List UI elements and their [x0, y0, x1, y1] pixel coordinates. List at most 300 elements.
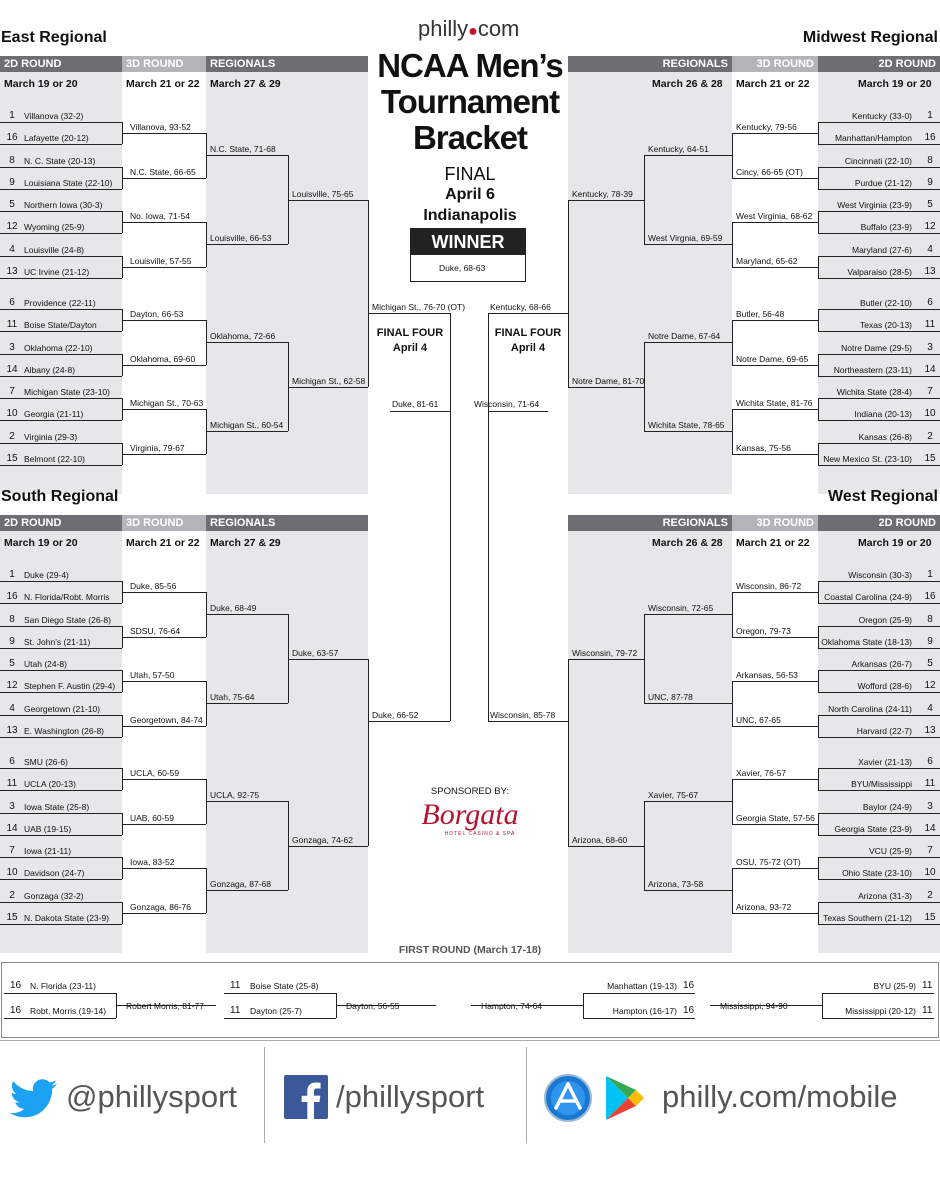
team-seed: 5	[9, 199, 15, 210]
team-name: Oklahoma State (18-13)	[821, 636, 912, 647]
round2-result: Oklahoma, 69-60	[130, 353, 196, 364]
team-line	[818, 715, 940, 716]
sponsor-tagline: HOTEL CASINO & SPA	[444, 831, 516, 837]
bracket-line	[644, 614, 645, 703]
round3-result: West Virgnia, 69-59	[648, 233, 723, 244]
round2-result: Oregon, 79-73	[736, 625, 791, 636]
title-line-1: NCAA Men’s	[377, 47, 563, 84]
round2-result: Kansas, 75-56	[736, 442, 791, 453]
round2-result: Xavier, 76-57	[736, 768, 787, 778]
team-seed: 3	[9, 800, 15, 812]
team-name: Gonzaga (32-2)	[24, 890, 84, 901]
first-round-title: FIRST ROUND (March 17-18)	[398, 944, 542, 956]
regional-final-line	[568, 659, 644, 660]
fr-seed: 16	[10, 1005, 22, 1016]
round3-result: Michigan St., 60-54	[210, 420, 284, 431]
footer-divider	[526, 1047, 527, 1143]
fr-seed: 11	[922, 1005, 933, 1016]
regionals-line	[206, 614, 288, 615]
round2-result: UAB, 60-59	[130, 812, 174, 823]
team-name: N. C. State (20-13)	[24, 155, 96, 166]
team-line	[0, 879, 122, 880]
round3-result: Wichita State, 78-65	[648, 420, 725, 431]
team-name: Xavier (21-13)	[858, 757, 912, 767]
team-name: UC Irvine (21-12)	[24, 266, 90, 277]
final-label: FINAL	[444, 164, 496, 184]
team-seed: 16	[924, 132, 936, 143]
round2-result: Maryland, 65-62	[736, 255, 798, 266]
regional-final-line	[288, 659, 368, 660]
round3-line	[732, 726, 818, 727]
round3-line	[122, 409, 206, 410]
team-line	[0, 278, 122, 279]
team-seed: 1	[9, 569, 15, 580]
team-seed: 7	[927, 386, 933, 397]
date-round3: March 21 or 22	[736, 78, 810, 90]
footer-divider	[264, 1047, 265, 1143]
team-seed: 3	[927, 341, 933, 353]
header-regionals: REGIONALS	[568, 515, 732, 531]
regional-final-line	[288, 387, 368, 388]
team-seed: 4	[9, 243, 15, 255]
round3-line	[732, 637, 818, 638]
team-name: Oregon (25-9)	[858, 614, 912, 625]
team-name: Notre Dame (29-5)	[841, 342, 912, 353]
team-line	[0, 581, 122, 582]
team-line	[0, 398, 122, 399]
team-name: Purdue (21-12)	[854, 177, 912, 188]
regionals-line	[206, 244, 288, 245]
team-name: Wisconsin (30-3)	[848, 570, 912, 580]
fr-seed: 16	[683, 1005, 695, 1016]
team-name: Michigan State (23-10)	[24, 387, 110, 397]
team-seed: 9	[927, 176, 933, 188]
bracket-line	[644, 342, 645, 431]
final-four-right-label: FINAL FOUR	[494, 327, 562, 339]
team-seed: 13	[6, 724, 18, 736]
team-name: Wichita State (28-4)	[836, 387, 912, 397]
round3-result: Notre Dame, 67-64	[648, 331, 721, 342]
round2-result: Arizona, 93-72	[736, 901, 792, 912]
winner-box	[410, 228, 526, 282]
team-seed: 4	[927, 243, 933, 255]
team-line	[0, 924, 122, 925]
bracket-line	[732, 320, 733, 365]
team-seed: 14	[924, 363, 936, 375]
team-line	[818, 648, 940, 649]
team-line	[0, 670, 122, 671]
round2-result: West Virginia, 68-62	[736, 211, 813, 221]
team-line	[0, 189, 122, 190]
round3-line	[122, 178, 206, 179]
date-round3: March 21 or 22	[736, 537, 810, 549]
team-line	[818, 813, 940, 814]
mobile-url[interactable]: philly.com/mobile	[662, 1079, 898, 1114]
team-name: Wofford (28-6)	[857, 681, 912, 691]
round2-result: Virginia, 79-67	[130, 442, 185, 453]
team-line	[818, 309, 940, 310]
team-seed: 15	[924, 911, 936, 923]
bracket-line	[818, 122, 819, 144]
team-seed: 5	[927, 199, 933, 210]
header-regionals: REGIONALS	[206, 56, 368, 72]
team-seed: 2	[927, 430, 933, 442]
team-seed: 10	[924, 408, 936, 419]
team-name: Georgia (21-11)	[24, 409, 84, 419]
round3-result: Utah, 75-64	[210, 692, 255, 703]
team-line	[0, 692, 122, 693]
team-line	[0, 626, 122, 627]
team-seed: 1	[927, 569, 933, 580]
bracket-line	[732, 868, 733, 913]
date-regionals: March 26 & 28	[652, 78, 723, 90]
round2-result: Kentucky, 79-56	[736, 122, 797, 132]
round2-result: Georgetown, 84-74	[130, 714, 203, 725]
team-seed: 13	[6, 265, 18, 277]
west-champion-line	[488, 721, 568, 722]
team-seed: 13	[924, 724, 936, 736]
team-line	[0, 443, 122, 444]
round3-line	[122, 320, 206, 321]
round3-line	[732, 913, 818, 914]
team-name: Virginia (29-3)	[24, 431, 78, 442]
regionals-line	[644, 431, 732, 432]
team-seed: 11	[6, 319, 18, 330]
fr-team: BYU (25-9)	[873, 981, 916, 991]
team-name: Baylor (24-9)	[862, 801, 912, 812]
team-line	[0, 790, 122, 791]
team-seed: 14	[924, 822, 936, 834]
final-four-left-bracket	[450, 313, 451, 721]
round3-result: UNC, 87-78	[648, 692, 693, 703]
twitter-handle[interactable]: @phillysport	[66, 1079, 238, 1114]
regionals-line	[644, 801, 732, 802]
round3-line	[122, 267, 206, 268]
team-seed: 8	[9, 154, 15, 166]
regional-result: Wisconsin, 79-72	[572, 647, 638, 658]
round2-result: Dayton, 66-53	[130, 309, 184, 319]
team-line	[818, 626, 940, 627]
round3-line	[732, 681, 818, 682]
final-four-right-date: April 4	[510, 342, 546, 354]
bracket-line	[818, 309, 819, 331]
fr-result: Dayton, 56-55	[346, 1001, 400, 1011]
team-name: VCU (25-9)	[869, 846, 912, 856]
team-seed: 16	[6, 591, 18, 602]
team-name: N. Dakota State (23-9)	[24, 912, 110, 923]
team-seed: 2	[9, 889, 15, 901]
round3-line	[732, 779, 818, 780]
team-name: Iowa State (25-8)	[24, 801, 90, 812]
regionals-line	[206, 801, 288, 802]
team-seed: 4	[9, 702, 15, 714]
regional-final-line	[288, 200, 368, 201]
team-seed: 9	[927, 635, 933, 647]
bracket-line	[368, 200, 369, 387]
title-line-2: Tournament	[380, 83, 560, 120]
team-seed: 11	[924, 319, 936, 330]
round3-line	[122, 454, 206, 455]
date-round2: March 19 or 20	[858, 537, 932, 549]
team-name: Cincinnati (22-10)	[844, 155, 912, 166]
bracket-line	[818, 813, 819, 835]
round2-result: Cincy, 66-65 (OT)	[736, 166, 803, 177]
team-name: San Diego State (26-8)	[24, 614, 111, 625]
team-seed: 16	[924, 591, 936, 602]
date-round3: March 21 or 22	[126, 537, 200, 549]
team-seed: 9	[9, 176, 15, 188]
round3-result: Gonzaga, 87-68	[210, 879, 271, 890]
team-name: Kentucky (33-0)	[852, 111, 912, 121]
team-seed: 7	[927, 845, 933, 856]
team-name: Stephen F. Austin (29-4)	[24, 681, 116, 691]
round2-result: N.C. State, 66-65	[130, 166, 196, 177]
regionals-line	[206, 890, 288, 891]
team-line	[818, 233, 940, 234]
header-round2: 2D ROUND	[0, 56, 122, 72]
final-four-right-line	[488, 411, 548, 412]
team-name: Davidson (24-7)	[24, 868, 85, 878]
round3-line	[122, 726, 206, 727]
team-line	[818, 256, 940, 257]
fr-seed: 11	[230, 980, 241, 991]
team-line	[0, 144, 122, 145]
bracket-line	[732, 779, 733, 824]
east-champion: Michigan St., 76-70 (OT)	[372, 302, 466, 312]
team-name: Georgetown (21-10)	[24, 703, 101, 714]
round3-line	[122, 592, 206, 593]
regionals-line	[644, 342, 732, 343]
bracket-line	[644, 155, 645, 244]
fr-team: Boise State (25-8)	[250, 981, 319, 991]
regionals-line	[644, 155, 732, 156]
regional-final-line	[568, 387, 644, 388]
team-seed: 8	[927, 154, 933, 166]
team-line	[818, 902, 940, 903]
team-line	[0, 331, 122, 332]
team-line	[0, 167, 122, 168]
date-regionals: March 27 & 29	[210, 78, 281, 90]
team-seed: 10	[6, 867, 18, 878]
round3-result: N.C. State, 71-68	[210, 144, 276, 155]
team-seed: 6	[927, 756, 933, 767]
team-seed: 11	[6, 778, 18, 789]
team-line	[818, 835, 940, 836]
fr-seed: 16	[683, 980, 695, 991]
regionals-line	[644, 703, 732, 704]
team-seed: 1	[927, 110, 933, 121]
team-seed: 5	[9, 658, 15, 669]
bracket-line	[732, 133, 733, 178]
team-line	[0, 715, 122, 716]
team-name: Arizona (31-3)	[858, 890, 912, 901]
regional-final-line	[288, 846, 368, 847]
date-round2: March 19 or 20	[858, 78, 932, 90]
round3-line	[122, 365, 206, 366]
page-title	[370, 48, 570, 156]
regional-result: Michigan St., 62-58	[292, 375, 366, 386]
team-line	[0, 768, 122, 769]
team-line	[818, 924, 940, 925]
team-line	[818, 581, 940, 582]
round3-line	[732, 868, 818, 869]
team-name: Maryland (27-6)	[852, 244, 912, 255]
region-title-west: West Regional	[828, 488, 938, 505]
bracket-line	[818, 354, 819, 376]
bracket-line	[568, 659, 569, 846]
round3-line	[122, 637, 206, 638]
team-line	[818, 211, 940, 212]
team-name: Harvard (22-7)	[856, 725, 912, 736]
team-seed: 8	[927, 613, 933, 625]
team-line	[0, 354, 122, 355]
team-seed: 11	[924, 778, 936, 789]
bracket-line	[818, 670, 819, 692]
round2-result: SDSU, 76-64	[130, 625, 181, 636]
sponsor-label: SPONSORED BY:	[430, 786, 510, 797]
twitter-icon	[10, 1079, 58, 1119]
fr-seed: 11	[922, 980, 933, 991]
team-line	[0, 465, 122, 466]
team-name: St. John’s (21-11)	[24, 636, 91, 647]
date-regionals: March 27 & 29	[210, 537, 281, 549]
team-seed: 15	[924, 452, 936, 464]
round2-result: UNC, 67-65	[736, 714, 781, 725]
team-name: Arkansas (26-7)	[851, 659, 912, 669]
team-name: Texas Southern (21-12)	[823, 912, 912, 923]
final-four-left-label: FINAL FOUR	[376, 327, 444, 339]
team-line	[0, 122, 122, 123]
regional-result: Notre Dame, 81-70	[572, 375, 645, 386]
team-name: Northeastern (23-11)	[833, 364, 912, 375]
round3-line	[732, 409, 818, 410]
header-round2: 2D ROUND	[818, 515, 940, 531]
header-round2: 2D ROUND	[818, 56, 940, 72]
facebook-icon	[284, 1075, 328, 1119]
team-name: Duke (29-4)	[24, 570, 69, 580]
team-seed: 5	[927, 658, 933, 669]
team-line	[818, 189, 940, 190]
bracket-line	[818, 715, 819, 737]
round3-result: Kentucky, 64-51	[648, 144, 709, 155]
team-seed: 14	[6, 363, 18, 375]
team-line	[818, 768, 940, 769]
team-line	[818, 144, 940, 145]
team-name: Louisiana State (22-10)	[24, 177, 113, 188]
bracket-line	[732, 409, 733, 454]
round2-result: Notre Dame, 69-65	[736, 353, 809, 364]
date-round2: March 19 or 20	[4, 78, 78, 90]
team-line	[0, 211, 122, 212]
fr-team: Hampton (16-17)	[612, 1006, 677, 1016]
bracket-line	[568, 200, 569, 387]
round3-line	[732, 222, 818, 223]
site-suffix: com	[477, 16, 520, 41]
round3-line	[122, 222, 206, 223]
team-line	[0, 233, 122, 234]
team-name: Utah (24-8)	[24, 659, 67, 669]
round3-line	[732, 133, 818, 134]
regional-result: Gonzaga, 74-62	[292, 834, 353, 845]
team-line	[818, 879, 940, 880]
team-line	[0, 902, 122, 903]
round3-line	[732, 267, 818, 268]
team-line	[0, 603, 122, 604]
team-name: Boise State/Dayton	[24, 320, 97, 330]
final-four-right-result: Wisconsin, 71-64	[474, 399, 540, 409]
team-line	[818, 122, 940, 123]
date-regionals: March 26 & 28	[652, 537, 723, 549]
winner-label: WINNER	[411, 229, 525, 255]
site-logo: philly●com	[418, 16, 520, 41]
south-champion-line	[368, 721, 450, 722]
round3-line	[122, 913, 206, 914]
regionals-line	[206, 703, 288, 704]
round2-result: Villanova, 93-52	[130, 122, 191, 132]
team-name: UCLA (20-13)	[24, 779, 76, 789]
team-line	[0, 309, 122, 310]
round2-result: Arkansas, 56-53	[736, 670, 798, 680]
team-seed: 7	[9, 386, 15, 397]
team-line	[818, 790, 940, 791]
bracket-line	[818, 902, 819, 924]
team-seed: 12	[6, 680, 18, 691]
team-line	[818, 278, 940, 279]
round3-result: Oklahoma, 72-66	[210, 331, 276, 342]
team-name: Butler (22-10)	[860, 298, 912, 308]
team-line	[0, 857, 122, 858]
bracket-line	[818, 256, 819, 278]
google-play-icon	[604, 1074, 646, 1122]
team-name: Oklahoma (22-10)	[24, 342, 93, 353]
facebook-handle[interactable]: /phillysport	[336, 1079, 485, 1114]
final-four-left-line	[390, 411, 450, 412]
header-round3: 3D ROUND	[732, 56, 818, 72]
round2-result: Georgia State, 57-56	[736, 812, 815, 823]
round2-result: Butler, 56-48	[736, 309, 785, 319]
round3-result: Wisconsin, 72-65	[648, 603, 714, 614]
team-seed: 16	[6, 132, 18, 143]
final-four-left-result: Duke, 81-61	[392, 399, 439, 409]
regional-final-line	[568, 846, 644, 847]
round3-line	[732, 178, 818, 179]
bracket-line	[818, 581, 819, 603]
team-line	[818, 692, 940, 693]
team-line	[818, 857, 940, 858]
fr-result: Hampton, 74-64	[481, 1001, 542, 1011]
final-city: Indianapolis	[423, 207, 517, 224]
title-line-3: Bracket	[412, 119, 528, 156]
final-date: April 6	[445, 186, 495, 203]
winner-result: Duke, 68-63	[439, 263, 486, 273]
header-round2: 2D ROUND	[0, 515, 122, 531]
team-name: SMU (26-6)	[24, 757, 68, 767]
team-name: Coastal Carolina (24-9)	[824, 592, 912, 602]
round3-line	[732, 454, 818, 455]
fr-team: Robt. Morris (19-14)	[30, 1006, 107, 1016]
team-line	[818, 670, 940, 671]
team-name: Wyoming (25-9)	[24, 222, 85, 232]
team-name: Villanova (32-2)	[24, 111, 84, 121]
team-name: Indiana (20-13)	[854, 409, 912, 419]
region-title-south: South Regional	[1, 488, 119, 505]
team-name: Lafayette (20-12)	[24, 133, 89, 143]
team-name: Buffalo (23-9)	[860, 222, 912, 232]
team-seed: 1	[9, 110, 15, 121]
site-name: philly	[418, 16, 469, 41]
round3-line	[122, 779, 206, 780]
team-seed: 8	[9, 613, 15, 625]
